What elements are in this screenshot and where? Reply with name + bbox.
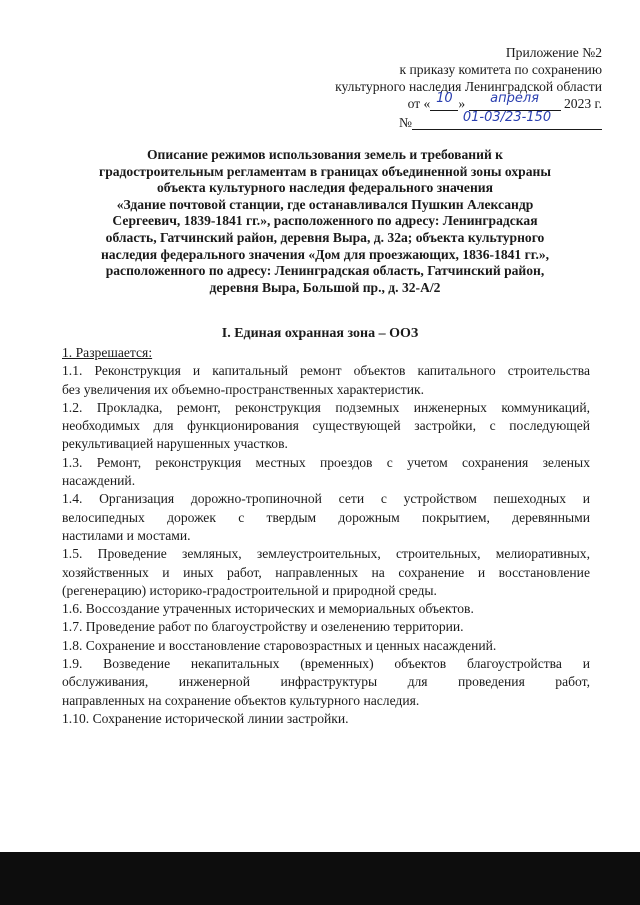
document-title (60, 147, 590, 296)
annex-order-ref: к приказу комитета по сохранению (399, 62, 602, 77)
item-line: насаждений. (62, 473, 136, 489)
item-1-8 (62, 637, 590, 655)
annex-committee: культурного наследия Ленинградской области (335, 79, 602, 94)
date-year: 2023 г. (563, 96, 602, 111)
date-prefix: от « (407, 96, 431, 111)
date-day-field (430, 91, 458, 111)
item-line: 1.7. Проведение работ по благоустройству и озеленению территории. (62, 619, 464, 635)
item-1-7 (62, 618, 590, 636)
item-line: велосипедных дорожек с твердым дорожным покрытием, деревянными (62, 509, 590, 525)
annex-number-line (335, 110, 602, 131)
date-month-handwritten: апреля (490, 91, 539, 106)
title-line: деревня Выра, Большой пр., д. 32-А/2 (209, 279, 441, 295)
item-line: направленных на сохранение объектов культурного наследия. (62, 692, 420, 708)
item-line: без увеличения их объемно-пространственных характеристик. (62, 381, 424, 397)
title-line: область, Гатчинский район, деревня Выра, д. 32а; объекта культурного (105, 229, 545, 245)
item-1-1 (62, 362, 590, 399)
item-line: 1.1. Реконструкция и капитальный ремонт объектов капитального строительства (62, 363, 590, 379)
title-line: Описание режимов использования земель и требований к (146, 147, 504, 162)
number-field (412, 110, 602, 130)
scan-border (0, 852, 640, 905)
section-heading: I. Единая охранная зона – ООЗ (221, 326, 419, 341)
item-line: хозяйственных и иных работ, направленных на сохранение и восстановление (62, 564, 590, 580)
item-line: 1.2. Прокладка, ремонт, реконструкция подземных инженерных коммуникаций, (62, 399, 590, 415)
date-day-handwritten: 10 (436, 91, 453, 106)
document-body (62, 344, 590, 728)
item-line: 1.8. Сохранение и восстановление старовозрастных и ценных насаждений. (62, 637, 497, 653)
item-line: 1.6. Воссоздание утраченных исторических и мемориальных объектов. (62, 601, 474, 617)
number-handwritten: 01-03/23-150 (462, 110, 552, 125)
item-line: 1.5. Проведение земляных, землеустроительных, строительных, мелиоративных, (62, 546, 590, 562)
item-1-10 (62, 710, 590, 728)
item-line: 1.9. Возведение некапитальных (временных) объектов благоустройства и (62, 656, 590, 672)
annex-title: Приложение №2 (505, 45, 602, 60)
item-line: рекультивацией нарушенных участков. (62, 436, 288, 452)
item-line: настилами и мостами. (62, 527, 191, 543)
item-1-3 (62, 454, 590, 491)
title-line: наследия федерального значения «Дом для проезжающих, 1836-1841 гг.», (100, 246, 550, 262)
date-month-field (469, 91, 561, 111)
item-line: необходимых для функционирования существующей застройки, с последующей (62, 418, 590, 434)
item-1-6 (62, 600, 590, 618)
item-line: 1.3. Ремонт, реконструкция местных проездов с учетом сохранения зеленых (62, 454, 590, 470)
annex-header (335, 44, 602, 131)
title-line: расположенного по адресу: Ленинградская область, Гатчинский район, (105, 263, 545, 279)
item-1-9 (62, 655, 590, 710)
item-line: 1.4. Организация дорожно-тропиночной сети с устройством пешеходных и (62, 491, 590, 507)
number-prefix: № (399, 115, 412, 130)
item-1-4 (62, 490, 590, 545)
item-line: (регенерацию) историко-градостроительной и природной среды. (62, 582, 437, 598)
title-line: «Здание почтовой станции, где останавливался Пушкин Александр (116, 196, 534, 212)
item-line: 1.10. Сохранение исторической линии застройки. (62, 710, 349, 726)
title-line: объекта культурного наследия федерального значения (157, 180, 493, 196)
item-line: обслуживания, инженерной инфраструктуры для проведения работ, (62, 674, 590, 690)
item-1-2 (62, 399, 590, 454)
title-line: градостроительным регламентам в границах объединенной зоны охраны (99, 163, 551, 179)
item-1-5 (62, 545, 590, 600)
subheading-permitted: 1. Разрешается: (62, 345, 153, 360)
title-line: Сергеевич, 1839-1841 гг.», расположенного по адресу: Ленинградская (112, 213, 538, 229)
date-mid: » (458, 96, 466, 111)
